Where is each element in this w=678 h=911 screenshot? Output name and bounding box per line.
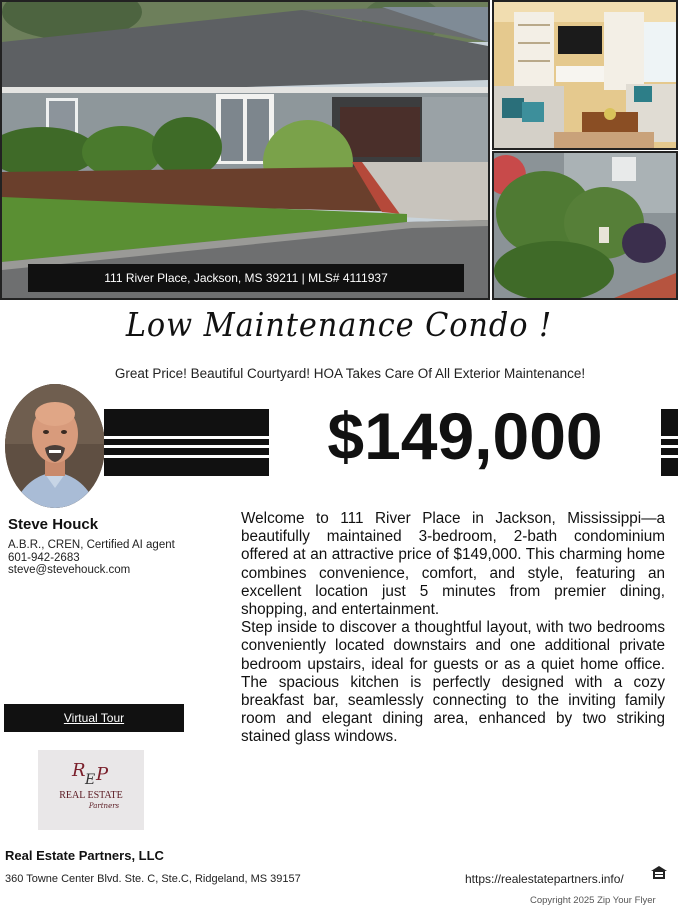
listing-price: $149,000 bbox=[327, 399, 603, 473]
agent-phone[interactable]: 601-942-2683 bbox=[8, 552, 80, 564]
company-address: 360 Towne Center Blvd. Ste. C, Ste.C, Ridgeland, MS 39157 bbox=[5, 873, 301, 885]
logo-monogram-p: P bbox=[96, 764, 109, 785]
garden-image bbox=[494, 153, 676, 298]
listing-description bbox=[241, 510, 665, 747]
garden-photo bbox=[492, 151, 678, 300]
address-bar: 111 River Place, Jackson, MS 39211 | MLS# 4111937 bbox=[28, 264, 464, 292]
logo-text-line1: REAL ESTATE bbox=[59, 790, 123, 801]
main-house-photo bbox=[0, 0, 490, 300]
agent-avatar bbox=[5, 384, 105, 508]
decor-stripes-right bbox=[661, 409, 678, 476]
company-logo bbox=[38, 750, 144, 830]
description-paragraph: Welcome to 111 River Place in Jackson, Mississippi—a beautifully maintained 3-bedroom, 2-bath condominium offered at an attractive price of $149,000. This charming home combines convenience, comfort, and style, featuring an excellent location just 5 minutes from premier dining, shopping, and entertainment. bbox=[241, 510, 665, 619]
listing-tagline: Great Price! Beautiful Courtyard! HOA Takes Care Of All Exterior Maintenance! bbox=[114, 366, 586, 381]
agent-email[interactable]: steve@stevehouck.com bbox=[8, 564, 131, 576]
living-room-image bbox=[494, 2, 676, 148]
logo-monogram-r: R bbox=[72, 760, 86, 781]
logo-text-line2: Partners bbox=[88, 802, 120, 810]
listing-headline: Low Maintenance Condo ! bbox=[125, 305, 553, 344]
equal-housing-icon bbox=[651, 866, 667, 880]
agent-name: Steve Houck bbox=[8, 516, 99, 533]
virtual-tour-button[interactable]: Virtual Tour bbox=[4, 704, 184, 732]
decor-stripes-left bbox=[104, 409, 269, 476]
copyright-text: Copyright 2025 Zip Your Flyer bbox=[530, 895, 656, 906]
logo-monogram-e: E bbox=[85, 772, 96, 788]
house-exterior-image bbox=[2, 2, 488, 298]
living-room-photo bbox=[492, 0, 678, 150]
company-website-link[interactable]: https://realestatepartners.info/ bbox=[465, 872, 624, 886]
company-name: Real Estate Partners, LLC bbox=[5, 848, 164, 863]
agent-credentials: A.B.R., CREN, Certified AI agent bbox=[8, 539, 175, 551]
description-paragraph: Step inside to discover a thoughtful layout, with two bedrooms conveniently located downstairs and one additional private bedroom upstairs, ideal for guests or as a quiet home office. The spacious kitchen is perfectly designed with a cozy breakfast bar, seamlessly connecting to the inviting family room and elegant dining area, enhanced by two striking stained glass windows. bbox=[241, 619, 665, 746]
